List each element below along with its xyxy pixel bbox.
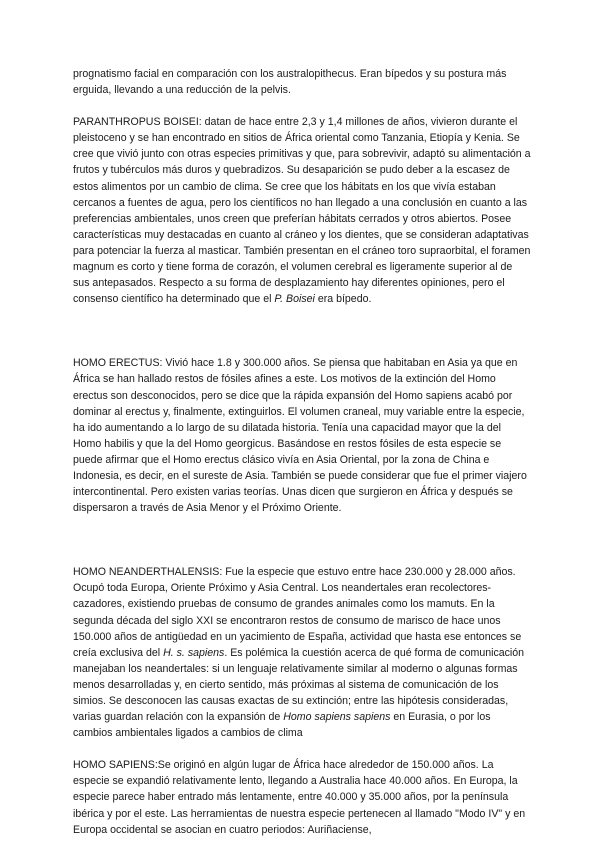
paragraph-text: en Eurasia, o por los cambios ambientales ligados a cambios de clima	[73, 711, 491, 740]
paragraph-text: HOMO NEANDERTHALENSIS: Fue la especie que estuvo entre hace 230.000 y 28.000 años. Ocupó toda Europa, Oriente Próximo y Asia Central. Los neandertales eran recolectores-cazadores, existiendo pruebas de consumo de grandes animales como los mamuts. En la segunda década del siglo XXI se encontraron restos de consumo de marisco de hace unos 150.000 años de antigüedad en un yacimiento de España, actividad que hasta ese entonces se creía exclusiva del	[73, 566, 522, 659]
species-name-italic: Homo sapiens sapiens	[283, 711, 391, 724]
paragraph-text: era bípedo.	[314, 293, 372, 306]
paragraph-homo-erectus: HOMO ERECTUS: Vivió hace 1.8 y 300.000 años. Se piensa que habitaban en Asia ya que en África se han hallado restos de fósiles afines a este. Los motivos de la extinción del Homo erectus son desconocidos, pero se dice que la rápida expansión del Homo sapiens acabó por dominar al erectus y, finalmente, extinguirlos. El volumen craneal, muy variable entre la especie, ha ido aumentando a lo largo de su dilatada historia. Tenía una capacidad mayor que la del Homo habilis y que la del Homo georgicus. Basándose en restos fósiles de esta especie se puede afirmar que el Homo erectus clásico vivía en Asia Oriental, por la zona de China e Indonesia, es decir, en el sureste de Asia. También se puede considerar que fue el primer viajero intercontinental. Pero existen varias teorías. Unas dicen que surgieron en África y después se dispersaron a través de Asia Menor y el Próximo Oriente.	[73, 357, 527, 515]
document-page	[73, 66, 531, 838]
species-name-italic: H. s. sapiens	[163, 646, 225, 659]
paragraph-text: PARANTHROPUS BOISEI: datan de hace entre 2,3 y 1,4 millones de años, vivieron durante el pleistoceno y se han encontrado en sitios de África oriental como Tanzania, Etiopía y Kenia. Se cree que vivió junto con otras especies primitivas y que, para sobrevivir, adaptó su alimentación a frutos y tubérculos más duros y quebradizos. Su desaparición se pudo deber a la escasez de estos alimentos por un cambio de clima. Se cree que los hábitats en los que vivía estaban cercanos a fuentes de agua, pero los científicos no han llegado a una conclusión en cuanto a las preferencias ambientales, unos creen que preferían hábitats cerrados y otros abiertos. Posee características muy destacadas en cuanto al cráneo y los dientes, que se consideran adaptativas para potenciar la fuerza al masticar. También presentan en el cráneo toro supraorbital, el foramen magnum es corto y tiene forma de corazón, el volumen cerebral es ligeramente superior al de sus antepasados. Respecto a su forma de desplazamiento hay diferentes opiniones, pero el consenso científico ha determinado que el	[73, 116, 531, 306]
paragraph-homo-sapiens: HOMO SAPIENS:Se originó en algún lugar de África hace alrededor de 150.000 años. La especie se expandió relativamente lento, llegando a Australia hace 40.000 años. En Europa, la especie parece haber entrado más lentamente, entre 40.000 y 35.000 años, por la península ibérica y por el este. Las herramientas de nuestra especie pertenecen al llamado "Modo IV" y en Europa occidental se asocian en cuatro periodos: Auriñaciense,	[73, 759, 526, 836]
paragraph-paranthropus-boisei	[73, 114, 531, 307]
paragraph-intro: prognatismo facial en comparación con los australopithecus. Eran bípedos y su postura más erguida, llevando a una reducción de la pelvis.	[73, 68, 507, 97]
paragraph-homo-neanderthalensis	[73, 564, 531, 741]
species-name-italic: P. Boisei	[274, 293, 315, 306]
paragraph-text: . Es polémica la cuestión acerca de qué forma de comunicación manejaban los neandertales: si un lenguaje relativamente similar al moderno o algunas formas menos desarrolladas y, en cierto sentido, más próximas al sistema de comunicación de los simios. Se desconocen las causas exactas de su extinción; entre las hipótesis consideradas, varias guardan relación con la expansión de	[73, 646, 525, 724]
